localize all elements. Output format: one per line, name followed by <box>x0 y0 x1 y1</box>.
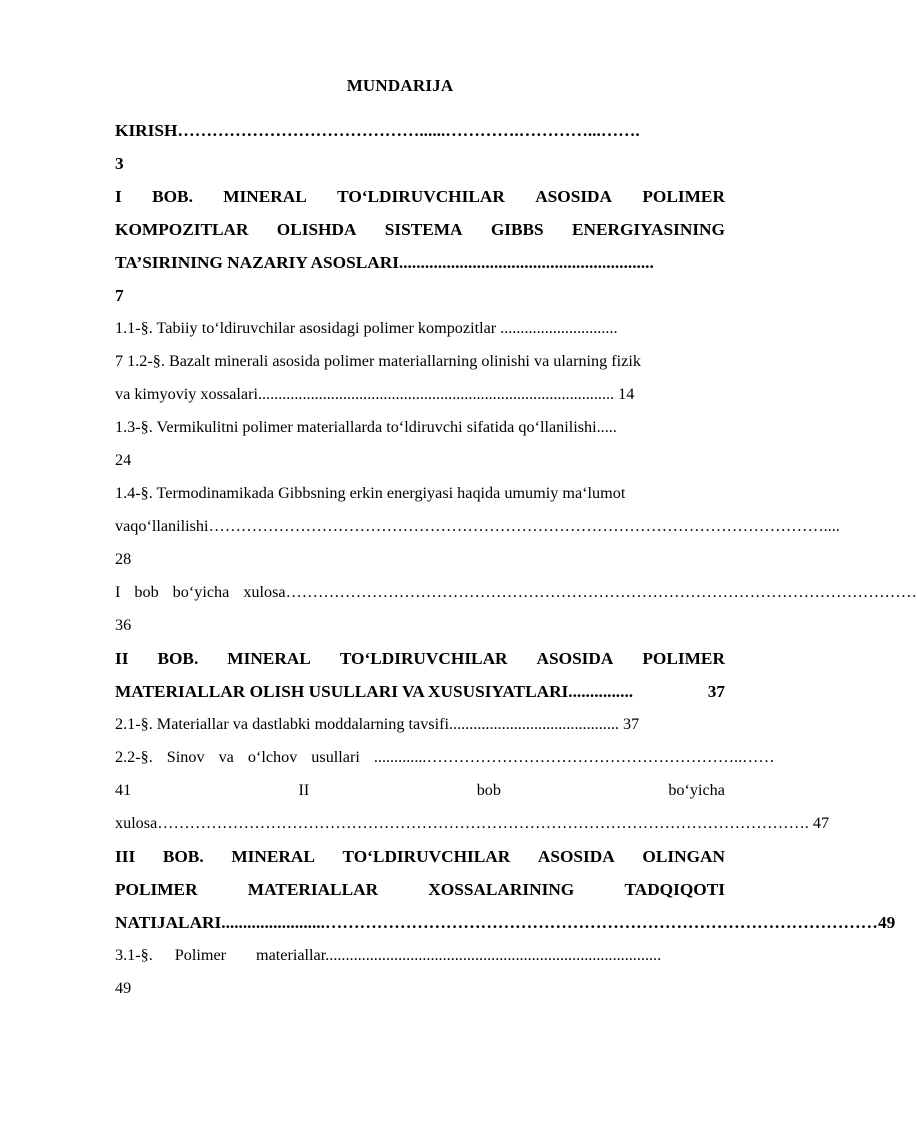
toc-chapter-3-line-2: POLIMER MATERIALLAR XOSSALARINING TADQIQOTI <box>115 880 725 899</box>
toc-chapter-1-line-1: I BOB. MINERAL TO‘LDIRUVCHILAR ASOSIDA POLIMER <box>115 187 725 206</box>
toc-section-2-1: 2.1-§. Materiallar va dastlabki moddalarning tavsifi.......................................... 37 <box>115 715 640 733</box>
toc-chapter-2-line-1: II BOB. MINERAL TO‘LDIRUVCHILAR ASOSIDA POLIMER <box>115 649 725 668</box>
toc-entry-kirish: KIRISH……………………………………......………….…………...……. <box>115 121 640 140</box>
page-title: MUNDARIJA <box>346 76 454 95</box>
toc-page-number: 49 <box>115 979 132 997</box>
toc-chapter-3-line-1: III BOB. MINERAL TO‘LDIRUVCHILAR ASOSIDA OLINGAN <box>115 847 725 866</box>
table-of-contents <box>115 114 917 1005</box>
toc-section-1-2: 7 1.2-§. Bazalt minerali asosida polimer materiallarning olinishi va ularning fizik <box>115 352 641 370</box>
toc-chapter-1-line-2: KOMPOZITLAR OLISHDA SISTEMA GIBBS ENERGIYASINING <box>115 220 725 239</box>
toc-page-number: 24 <box>115 451 132 469</box>
toc-chapter-2-line-2: MATERIALLAR OLISH USULLARI VA XUSUSIYATLARI............... 37 <box>115 682 725 701</box>
toc-section-3-1: 3.1-§. Polimer materiallar................................................................................... <box>115 946 662 964</box>
toc-chapter-2-conclusion: xulosa…………………………………………………………………………………………………………. 47 <box>115 814 830 832</box>
toc-section-1-4: 1.4-§. Termodinamikada Gibbsning erkin energiyasi haqida umumiy ma‘lumot <box>115 484 626 502</box>
toc-page-number: 36 <box>115 616 132 634</box>
toc-section-1-4-cont: va qo‘llanilishi…………………………………………………………………………………………………….... <box>115 517 840 535</box>
toc-section-1-1: 1.1-§. Tabiiy to‘ldiruvchilar asosidagi polimer kompozitlar ............................. <box>115 319 618 337</box>
toc-section-1-3: 1.3-§. Vermikulitni polimer materiallarda to‘ldiruvchi sifatida qo‘llanilishi..... <box>115 418 617 436</box>
toc-section-2-2: 2.2-§. Sinov va o‘lchov usullari .............…………………………………………………..…… <box>115 748 775 766</box>
toc-section-1-2-cont: va kimyoviy xossalari........................................................................................ 14 <box>115 385 635 403</box>
toc-chapter-1-line-3: TA’SIRINING NAZARIY ASOSLARI........................................................... <box>115 253 654 272</box>
toc-page-number: 28 <box>115 550 132 568</box>
toc-chapter-1-conclusion: I bob bo‘yicha xulosa……………………………………………………………………………………………………… <box>115 583 917 601</box>
toc-page-number: 7 <box>115 286 124 305</box>
toc-chapter-3-line-3: NATIJALARI........................……………………………………………………………………………………49 <box>115 913 896 932</box>
toc-page-number: 3 <box>115 154 124 173</box>
toc-section-2-2-cont: 41 II bob bo‘yicha <box>115 781 725 799</box>
